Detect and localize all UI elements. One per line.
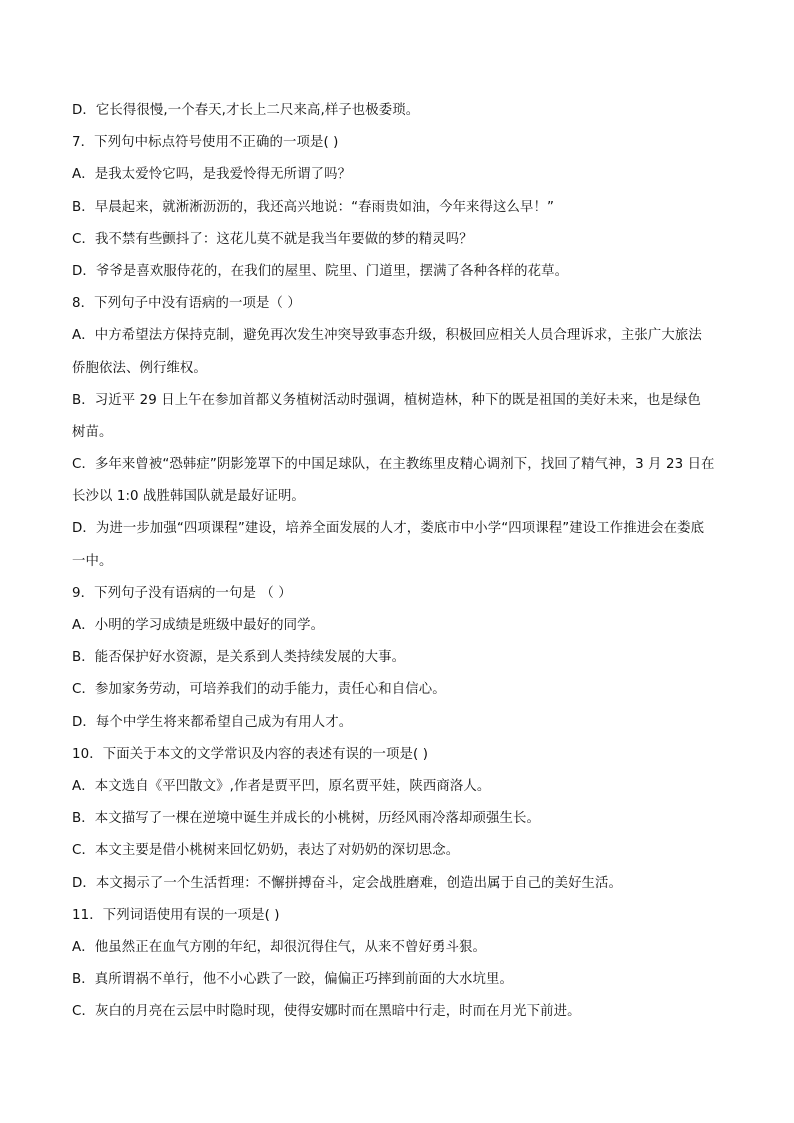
question-7-option-c: C．我不禁有些颤抖了：这花儿莫不就是我当年要做的梦的精灵吗？ <box>72 231 473 247</box>
question-11-option-a: A．他虽然正在血气方刚的年纪，却很沉得住气，从来不曾好勇斗狠。 <box>72 939 486 955</box>
question-11-option-b: B．真所谓祸不单行，他不小心跌了一跤，偏偏正巧摔到前面的大水坑里。 <box>72 972 513 988</box>
question-11-stem: 11．下列词语使用有误的一项是( ) <box>72 907 280 923</box>
question-10-stem: 10．下面关于本文的文学常识及内容的表述有误的一项是( ) <box>72 746 429 762</box>
question-text-block <box>72 101 732 1034</box>
question-8-option-b-line2: 树苗。 <box>72 424 113 440</box>
question-10-option-d: D．本文揭示了一个生活哲理：不懈拼搏奋斗，定会战胜磨难，创造出属于自己的美好生活。 <box>72 875 623 891</box>
question-7-option-b: B．早晨起来，就淅淅沥沥的，我还高兴地说：“春雨贵如油，今年来得这么早！” <box>72 199 555 215</box>
question-9-option-c: C．参加家务劳动，可培养我们的动手能力，责任心和自信心。 <box>72 682 446 698</box>
question-7-option-d: D．爷爷是喜欢服侍花的，在我们的屋里、院里、门道里，摆满了各种各样的花草。 <box>72 263 569 279</box>
question-8-option-d-line1: D．为进一步加强“四项课程”建设，培养全面发展的人才，娄底市中小学“四项课程”建设工作推进会在娄底 <box>72 521 705 537</box>
text-line-option-d-q6: D．它长得很慢,一个春天,才长上二尺来高,样子也极委琐。 <box>72 103 420 118</box>
question-9-option-d: D．每个中学生将来都希望自己成为有用人才。 <box>72 714 353 730</box>
question-11-option-c: C．灰白的月亮在云层中时隐时现，使得安娜时而在黑暗中行走，时而在月光下前进。 <box>72 1004 581 1020</box>
question-10-option-c: C．本文主要是借小桃树来回忆奶奶，表达了对奶奶的深切思念。 <box>72 843 460 859</box>
question-7-option-a: A．是我太爱怜它吗，是我爱怜得无所谓了吗？ <box>72 167 352 183</box>
question-8-option-c-line1: C．多年来曾被“恐韩症”阴影笼罩下的中国足球队，在主教练里皮精心调剂下，找回了精气神，3 月 23 日在 <box>72 457 715 473</box>
question-9-stem: 9．下列句子没有语病的一句是 （ ） <box>72 585 292 601</box>
question-8-option-a-line2: 侨胞依法、例行维权。 <box>72 360 207 376</box>
question-9-option-a: A．小明的学习成绩是班级中最好的同学。 <box>72 618 325 633</box>
question-10-option-b: B．本文描写了一棵在逆境中诞生并成长的小桃树，历经风雨冷落却顽强生长。 <box>72 811 540 827</box>
question-7-stem: 7．下列句中标点符号使用不正确的一项是( ) <box>72 135 339 151</box>
question-10-option-a: A．本文选自《平凹散文》,作者是贾平凹，原名贾平娃，陕西商洛人。 <box>72 778 491 794</box>
question-9-option-b: B．能否保护好水资源，是关系到人类持续发展的大事。 <box>72 650 406 666</box>
question-8-option-d-line2: 一中。 <box>72 553 113 569</box>
question-8-option-a-line1: A．中方希望法方保持克制，避免再次发生冲突导致事态升级，积极回应相关人员合理诉求，主张广大旅法 <box>72 328 702 344</box>
question-8-option-c-line2: 长沙以 1:0 战胜韩国队就是最好证明。 <box>72 489 305 505</box>
question-8-stem: 8．下列句子中没有语病的一项是（ ） <box>72 296 301 312</box>
question-8-option-b-line1: B．习近平 29 日上午在参加首都义务植树活动时强调，植树造林，种下的既是祖国的美好未来，也是绿色 <box>72 392 701 408</box>
